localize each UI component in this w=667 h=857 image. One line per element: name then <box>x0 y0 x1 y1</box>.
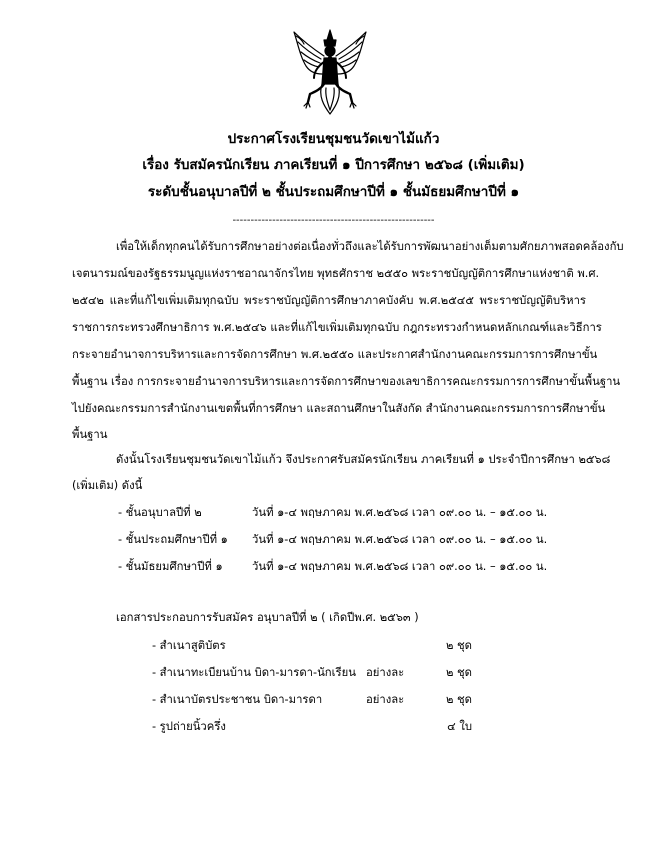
document-each: อย่างละ <box>366 666 405 679</box>
paragraph-line: เพื่อให้เด็กทุกคนได้รับการศึกษาอย่างต่อเนื่องทั่วถึงและได้รับการพัฒนาอย่างเต็มตามศักยภาพสอดคล้องกับ <box>116 240 624 253</box>
garuda-emblem-icon <box>288 26 372 118</box>
document-name: - สำเนาสูติบัตร <box>152 639 226 652</box>
document-quantity: ๒ ชุด <box>445 693 472 706</box>
document-each: อย่างละ <box>366 693 405 706</box>
document-name: - รูปถ่ายนิ้วครึ่ง <box>152 720 226 733</box>
paragraph-line: (เพิ่มเติม) ดังนี้ <box>72 479 143 492</box>
grade-date-time: วันที่ ๑-๔ พฤษภาคม พ.ศ.๒๕๖๘ เวลา ๐๙.๐๐ น. – ๑๕.๐๐ น. <box>252 506 548 519</box>
grade-name: - ชั้นประถมศึกษาปีที่ ๑ <box>118 533 228 546</box>
document-name: - สำเนาทะเบียนบ้าน บิดา-มารดา-นักเรียน <box>152 666 356 679</box>
separator-line: -------------------------------------------------------- <box>232 215 435 226</box>
paragraph-line: พื้นฐาน <box>72 428 108 441</box>
paragraph-line: ราชการกระทรวงศึกษาธิการ พ.ศ.๒๕๔๖ และที่แก้ไขเพิ่มเติมทุกฉบับ กฎกระทรวงกำหนดหลักเกณฑ์และวิธีการ <box>72 321 602 334</box>
announcement-title: ประกาศโรงเรียนชุมชนวัดเขาไม้แก้ว <box>227 131 440 147</box>
grade-date-time: วันที่ ๑-๔ พฤษภาคม พ.ศ.๒๕๖๘ เวลา ๐๙.๐๐ น. – ๑๕.๐๐ น. <box>252 533 548 546</box>
grade-name: - ชั้นมัธยมศึกษาปีที่ ๑ <box>118 560 223 573</box>
grade-date-time: วันที่ ๑-๔ พฤษภาคม พ.ศ.๒๕๖๘ เวลา ๐๙.๐๐ น. – ๑๕.๐๐ น. <box>252 560 548 573</box>
announcement-subject: เรื่อง รับสมัครนักเรียน ภาคเรียนที่ ๑ ปีการศึกษา ๒๕๖๘ (เพิ่มเติม) <box>142 157 525 173</box>
document-quantity: ๔ ใบ <box>447 720 472 733</box>
document-quantity: ๒ ชุด <box>445 639 472 652</box>
paragraph-line: ดังนั้นโรงเรียนชุมชนวัดเขาไม้แก้ว จึงประกาศรับสมัครนักเรียน ภาคเรียนที่ ๑ ประจำปีการศึกษา ๒๕๖๘ <box>116 453 611 466</box>
paragraph-line: ๒๕๔๒ และที่แก้ไขเพิ่มเติมทุกฉบับ พระราชบัญญัติการศึกษาภาคบังคับ พ.ศ.๒๕๔๕ พระราชบัญญัติบริหาร <box>72 294 586 307</box>
paragraph-line: ไปยังคณะกรรมการสำนักงานเขตพื้นที่การศึกษา และสถานศึกษาในสังกัด สำนักงานคณะกรรมการการศึกษาขั้น <box>72 402 606 415</box>
document-name: - สำเนาบัตรประชาชน บิดา-มารดา <box>152 693 323 706</box>
documents-title: เอกสารประกอบการรับสมัคร อนุบาลปีที่ ๒ ( เกิดปีพ.ศ. ๒๕๖๓ ) <box>116 611 419 624</box>
paragraph-line: พื้นฐาน เรื่อง การกระจายอำนาจการบริหารและการจัดการศึกษาของเลขาธิการคณะกรรมการการศึกษาขั้นพื้นฐาน <box>72 375 621 388</box>
paragraph-line: เจตนารมณ์ของรัฐธรรมนูญแห่งราชอาณาจักรไทย พุทธศักราช ๒๕๕๐ พระราชบัญญัติการศึกษาแห่งชาติ พ.ศ. <box>72 267 600 280</box>
document-quantity: ๒ ชุด <box>445 666 472 679</box>
paragraph-line: กระจายอำนาจการบริหารและการจัดการศึกษา พ.ศ.๒๕๕๐ และประกาศสำนักงานคณะกรรมการการศึกษาขั้น <box>72 348 598 361</box>
announcement-levels: ระดับชั้นอนุบาลปีที่ ๒ ชั้นประถมศึกษาปีที่ ๑ ชั้นมัธยมศึกษาปีที่ ๑ <box>147 184 520 200</box>
grade-name: - ชั้นอนุบาลปีที่ ๒ <box>118 506 202 519</box>
